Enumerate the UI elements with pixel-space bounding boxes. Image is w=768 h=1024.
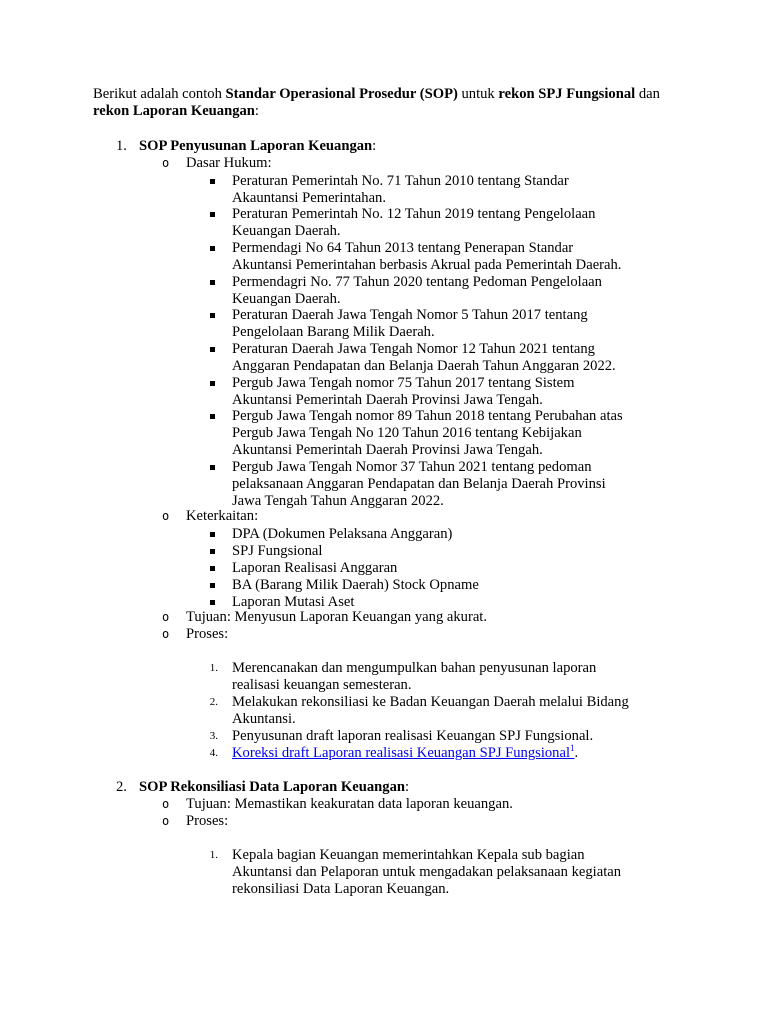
dasar-hukum-item-line: Pergub Jawa Tengah No 120 Tahun 2016 tentang Kebijakan xyxy=(232,425,582,441)
square-bullet xyxy=(210,600,215,605)
dasar-hukum-item-line: pelaksanaan Anggaran Pendapatan dan Belanja Daerah Provinsi xyxy=(232,476,606,492)
proses-2-label: Proses: xyxy=(186,813,229,829)
dasar-hukum-item-line: Jawa Tengah Tahun Anggaran 2022. xyxy=(232,493,444,509)
section-2-colon: : xyxy=(405,779,410,795)
proses-1-label: Proses: xyxy=(186,626,229,642)
proses-1-item-1-line-1: Merencanakan dan mengumpulkan bahan penyusunan laporan xyxy=(232,660,597,676)
dasar-hukum-item-line: Anggaran Pendapatan dan Belanja Daerah Tahun Anggaran 2022. xyxy=(232,358,616,374)
tujuan-2: Tujuan: Memastikan keakuratan data laporan keuangan. xyxy=(186,796,513,812)
section-2-heading xyxy=(139,779,409,796)
square-bullet xyxy=(210,212,215,217)
section-2-number: 2. xyxy=(116,779,127,795)
intro-text: dan xyxy=(635,86,660,102)
keterkaitan-item: Laporan Mutasi Aset xyxy=(232,594,355,610)
intro-text: untuk xyxy=(457,86,499,102)
circle-bullet: o xyxy=(162,156,170,170)
square-bullet xyxy=(210,583,215,588)
circle-bullet: o xyxy=(162,509,170,523)
square-bullet xyxy=(210,280,215,285)
intro-paragraph xyxy=(93,86,673,120)
circle-bullet: o xyxy=(162,814,170,828)
keterkaitan-item: DPA (Dokumen Pelaksana Anggaran) xyxy=(232,526,453,542)
square-bullet xyxy=(210,465,215,470)
dasar-hukum-item-line: Permendagri No. 77 Tahun 2020 tentang Pedoman Pengelolaan xyxy=(232,274,602,290)
square-bullet xyxy=(210,532,215,537)
section-1-number: 1. xyxy=(116,138,127,154)
square-bullet xyxy=(210,566,215,571)
circle-bullet: o xyxy=(162,610,170,624)
keterkaitan-label: Keterkaitan: xyxy=(186,508,259,524)
proses-1-num: 1. xyxy=(209,662,218,674)
dasar-hukum-item-line: Pengelolaan Barang Milik Daerah. xyxy=(232,324,435,340)
square-bullet xyxy=(210,414,215,419)
square-bullet xyxy=(210,246,215,251)
dasar-hukum-item-line: Akuntansi Pemerintah Daerah Provinsi Jawa Tengah. xyxy=(232,392,543,408)
dasar-hukum-item-line: Peraturan Pemerintah No. 12 Tahun 2019 tentang Pengelolaan xyxy=(232,206,596,222)
dasar-hukum-item-line: Keuangan Daerah. xyxy=(232,291,341,307)
proses-2-item-1-line-2: Akuntansi dan Pelaporan untuk mengadakan pelaksanaan kegiatan xyxy=(232,864,622,880)
koreksi-draft-link-text: Koreksi draft Laporan realisasi Keuangan SPJ Fungsional xyxy=(232,745,571,761)
proses-1-item-1-line-2: realisasi keuangan semesteran. xyxy=(232,677,412,693)
keterkaitan-item: BA (Barang Milik Daerah) Stock Opname xyxy=(232,577,479,593)
intro-text: : xyxy=(254,103,259,119)
proses-1-item-2-line-2: Akuntansi. xyxy=(232,711,296,727)
dasar-hukum-item-line: Peraturan Daerah Jawa Tengah Nomor 5 Tahun 2017 tentang xyxy=(232,307,588,323)
intro-text: Berikut adalah contoh xyxy=(93,86,226,102)
section-1-heading xyxy=(139,138,376,155)
square-bullet xyxy=(210,179,215,184)
section-1-colon: : xyxy=(372,138,377,154)
dasar-hukum-item-line: Peraturan Pemerintah No. 71 Tahun 2010 tentang Standar xyxy=(232,173,569,189)
item-period: . xyxy=(574,745,579,761)
proses-2-item-1-line-1: Kepala bagian Keuangan memerintahkan Kepala sub bagian xyxy=(232,847,585,863)
intro-bold-sop: Standar Operasional Prosedur (SOP) xyxy=(225,86,458,102)
square-bullet xyxy=(210,347,215,352)
square-bullet xyxy=(210,381,215,386)
square-bullet xyxy=(210,313,215,318)
tujuan-1: Tujuan: Menyusun Laporan Keuangan yang akurat. xyxy=(186,609,487,625)
section-1-title: SOP Penyusunan Laporan Keuangan xyxy=(139,138,373,154)
dasar-hukum-item-line: Akuntansi Pemerintah Daerah Provinsi Jawa Tengah. xyxy=(232,442,543,458)
dasar-hukum-item-line: Akuntansi Pemerintahan berbasis Akrual pada Pemerintah Daerah. xyxy=(232,257,622,273)
dasar-hukum-item-line: Pergub Jawa Tengah nomor 89 Tahun 2018 tentang Perubahan atas xyxy=(232,408,623,424)
proses-1-item-2-line-1: Melakukan rekonsiliasi ke Badan Keuangan Daerah melalui Bidang xyxy=(232,694,629,710)
proses-2-num: 1. xyxy=(209,849,218,861)
intro-bold-rekon-spj: rekon SPJ Fungsional xyxy=(498,86,636,102)
keterkaitan-item: SPJ Fungsional xyxy=(232,543,323,559)
circle-bullet: o xyxy=(162,797,170,811)
proses-1-item-4 xyxy=(232,745,578,762)
section-2-title: SOP Rekonsiliasi Data Laporan Keuangan xyxy=(139,779,405,795)
koreksi-draft-link[interactable] xyxy=(232,745,575,761)
proses-1-num: 3. xyxy=(209,730,218,742)
proses-1-num: 2. xyxy=(209,696,218,708)
dasar-hukum-item-line: Permendagi No 64 Tahun 2013 tentang Penerapan Standar xyxy=(232,240,574,256)
square-bullet xyxy=(210,549,215,554)
footnote-ref: 1 xyxy=(570,743,575,754)
dasar-hukum-item-line: Peraturan Daerah Jawa Tengah Nomor 12 Tahun 2021 tentang xyxy=(232,341,595,357)
intro-bold-rekon-laporan: rekon Laporan Keuangan xyxy=(93,103,255,119)
dasar-hukum-item-line: Keuangan Daerah. xyxy=(232,223,341,239)
proses-2-item-1-line-3: rekonsiliasi Data Laporan Keuangan. xyxy=(232,881,450,897)
dasar-hukum-item-line: Pergub Jawa Tengah nomor 75 Tahun 2017 tentang Sistem xyxy=(232,375,575,391)
dasar-hukum-item-line: Akauntansi Pemerintahan. xyxy=(232,190,387,206)
dasar-hukum-label: Dasar Hukum: xyxy=(186,155,272,171)
keterkaitan-item: Laporan Realisasi Anggaran xyxy=(232,560,398,576)
dasar-hukum-item-line: Pergub Jawa Tengah Nomor 37 Tahun 2021 tentang pedoman xyxy=(232,459,592,475)
circle-bullet: o xyxy=(162,627,170,641)
proses-1-item-3-line-1: Penyusunan draft laporan realisasi Keuangan SPJ Fungsional. xyxy=(232,728,594,744)
proses-1-num: 4. xyxy=(209,747,218,759)
